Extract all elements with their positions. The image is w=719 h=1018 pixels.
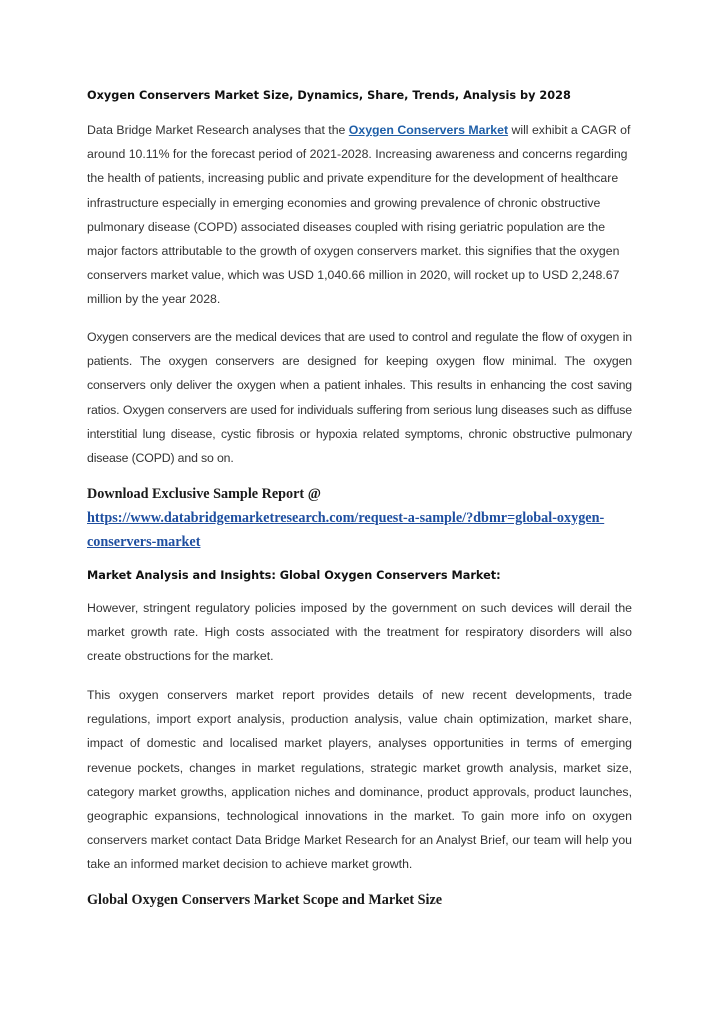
market-scope-heading: Global Oxygen Conservers Market Scope and Market Size	[87, 892, 443, 908]
oxygen-conservers-market-link[interactable]: Oxygen Conservers Market	[348, 123, 509, 137]
intro-text-before-link: Data Bridge Market Research analyses that the	[87, 123, 349, 137]
restraints-paragraph: However, stringent regulatory policies imposed by the government on such devices will derail the market growth rate. High costs associated with the treatment for respiratory disorders will also create obstructions for the market.	[87, 601, 632, 664]
report-details-paragraph: This oxygen conservers market report provides details of new recent developments, trade regulations, import export analysis, production analysis, value chain optimization, market share, impact of domestic and localised market players, analyses opportunities in terms of emerging revenue pockets, changes in market regulations, strategic market growth analysis, market size, category market growths, application niches and dominance, product approvals, product launches, geographic expansions, technological innovations in the market. To gain more info on oxygen conservers market contact Data Bridge Market Research for an Analyst Brief, our team will help you take an informed market decision to achieve market growth.	[87, 688, 632, 872]
sample-report-link[interactable]: https://www.databridgemarketresearch.com/request-a-sample/?dbmr=global-oxygen-conservers-market	[87, 510, 605, 550]
market-insights-heading: Market Analysis and Insights: Global Oxygen Conservers Market:	[87, 569, 501, 582]
intro-paragraph	[87, 118, 632, 312]
intro-text-after-link: will exhibit a CAGR of around 10.11% for the forecast period of 2021-2028. Increasing awareness and concerns regarding the health of patients, increasing public and private expenditure for the development of healthcare infrastructure especially in emerging economies and growing prevalence of chronic obstructive pulmonary disease (COPD) associated diseases coupled with rising geriatric population are the major factors attributable to the growth of oxygen conservers market. this signifies that the oxygen conservers market value, which was USD 1,040.66 million in 2020, will rocket up to USD 2,248.67 million by the year 2028.	[87, 123, 631, 307]
download-sample-heading: Download Exclusive Sample Report @	[87, 486, 321, 502]
definition-paragraph: Oxygen conservers are the medical devices that are used to control and regulate the flow of oxygen in patients. The oxygen conservers are designed for keeping oxygen flow minimal. The oxygen conservers only deliver the oxygen when a patient inhales. This results in enhancing the cost saving ratios. Oxygen conservers are used for individuals suffering from serious lung diseases such as diffuse interstitial lung disease, cystic fibrosis or hypoxia related symptoms, chronic obstructive pulmonary disease (COPD) and so on.	[87, 330, 632, 466]
document-title: Oxygen Conservers Market Size, Dynamics, Share, Trends, Analysis by 2028	[87, 89, 571, 102]
